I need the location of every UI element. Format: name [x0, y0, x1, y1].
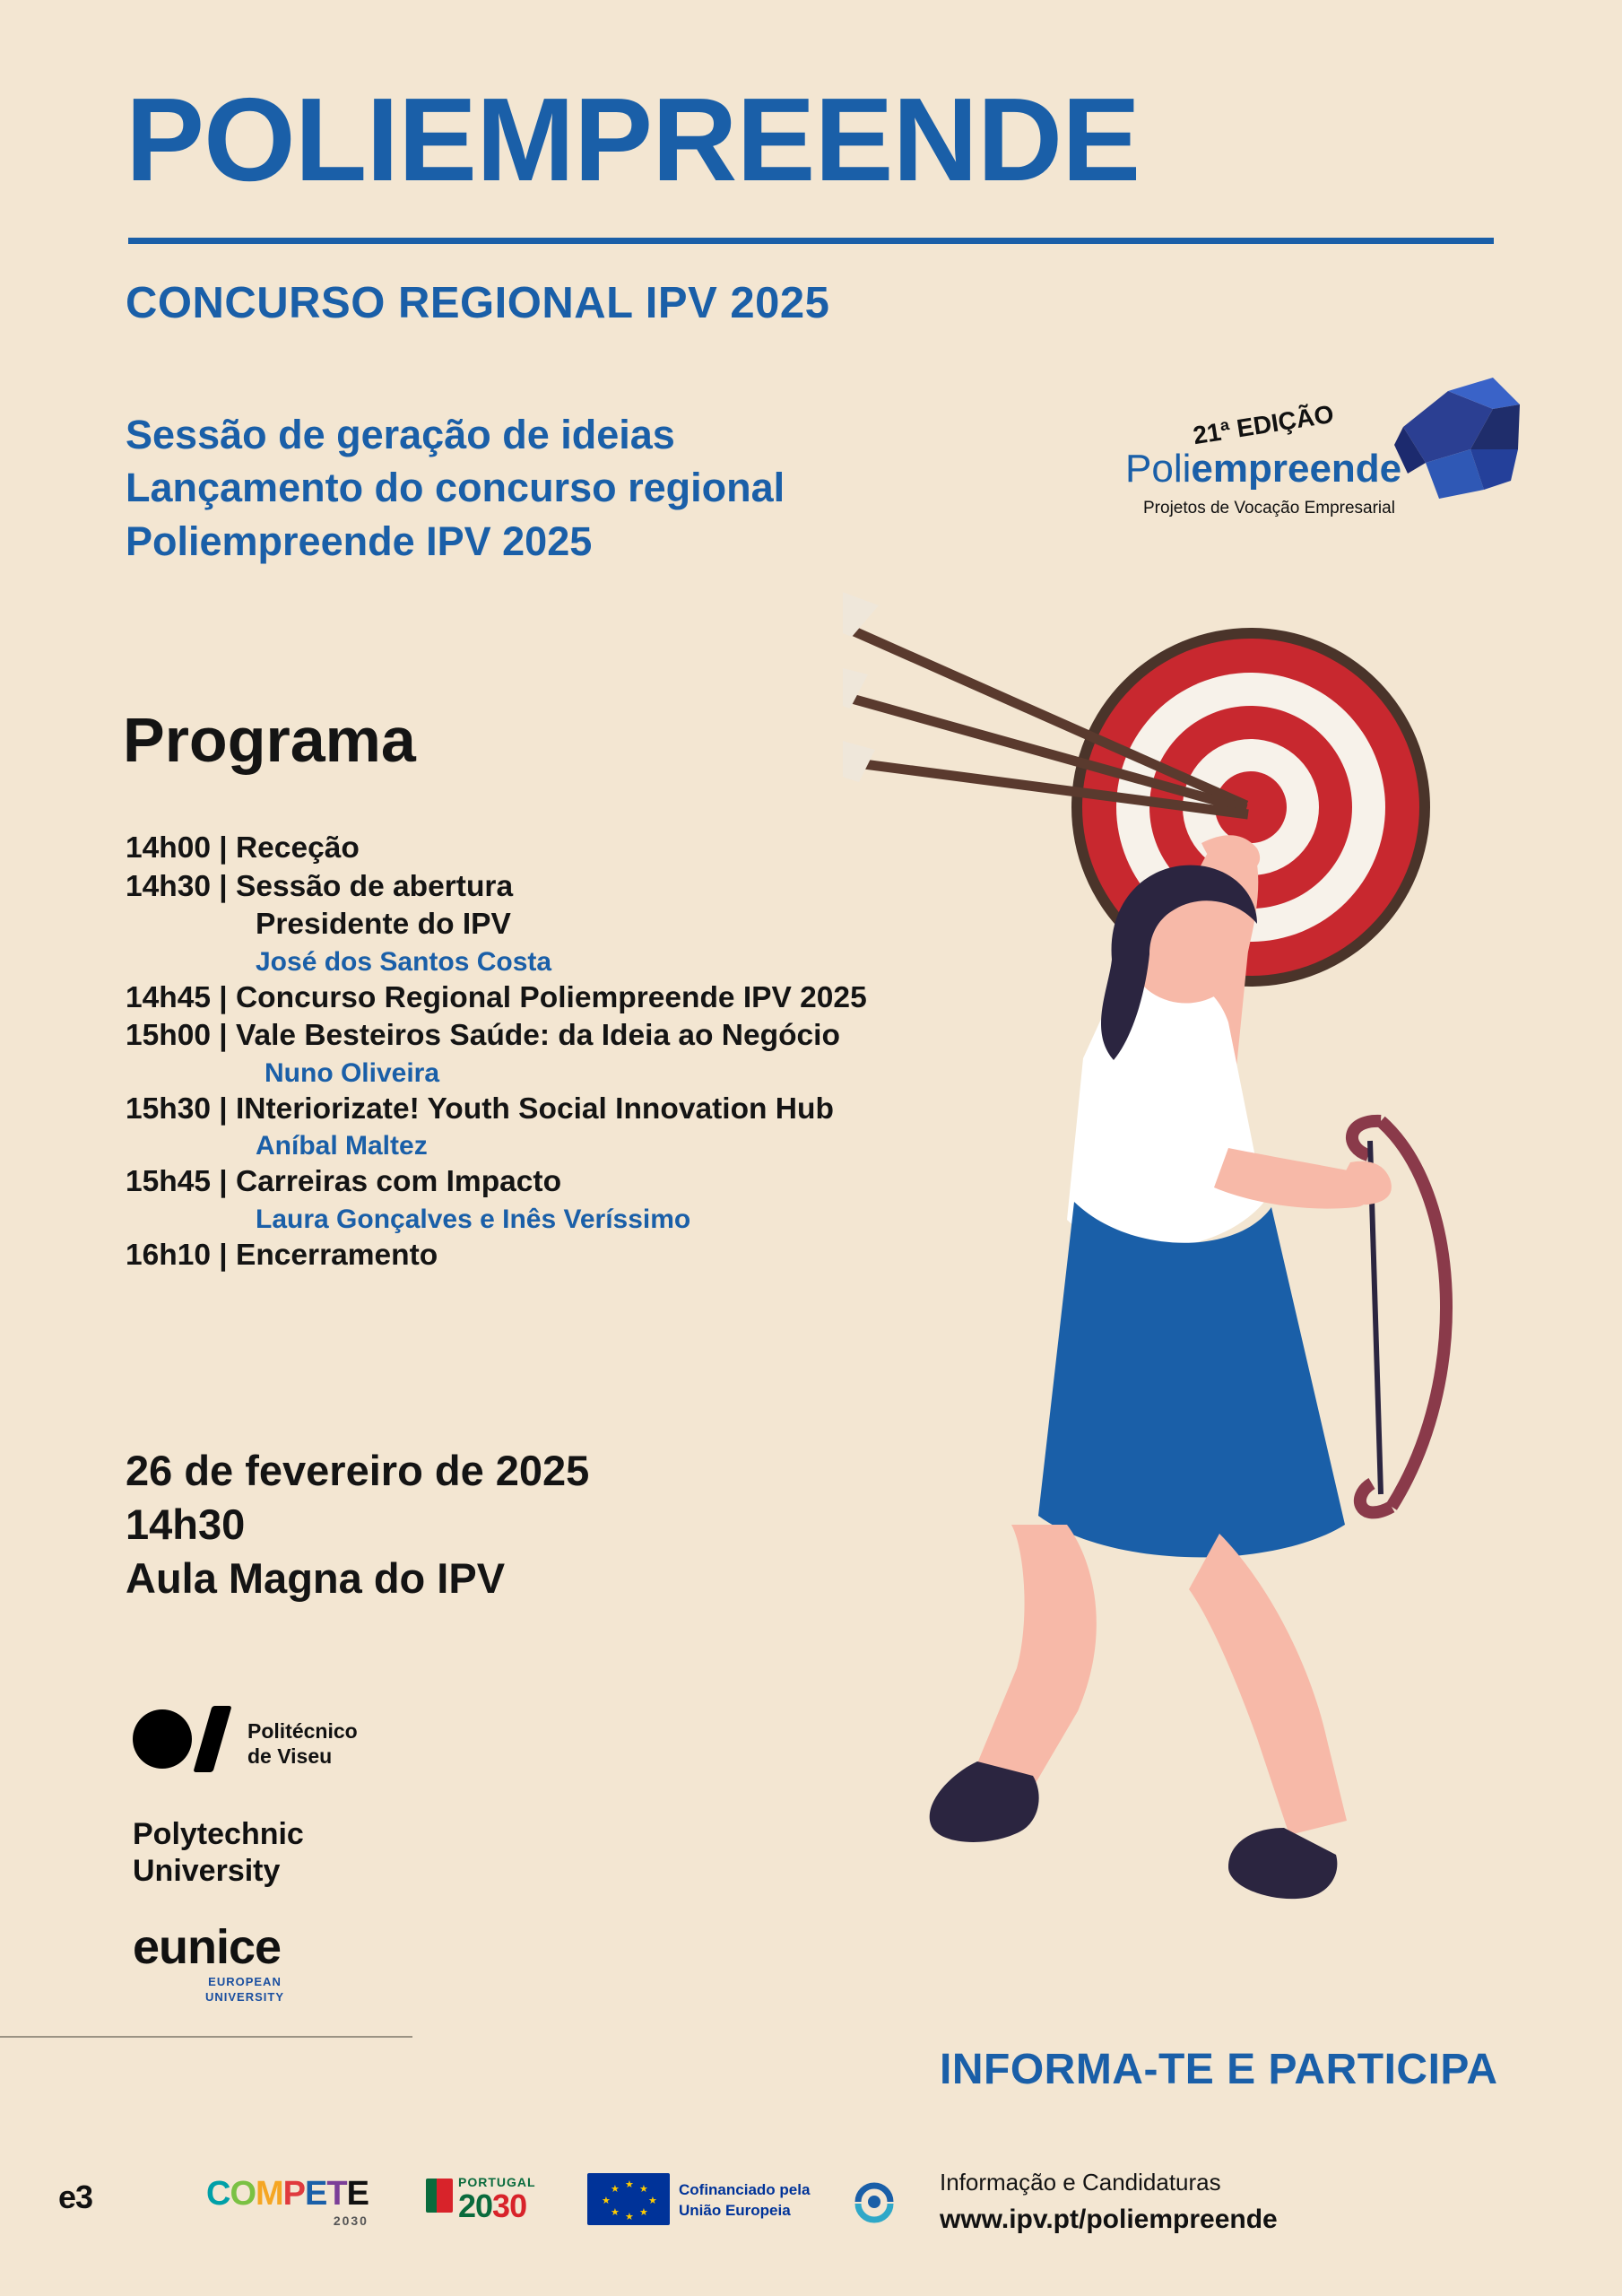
ccdr-logo — [847, 2177, 901, 2231]
program-time: 16h10 | — [126, 1238, 228, 1272]
program-heading: Programa — [123, 705, 416, 775]
cta-url[interactable]: www.ipv.pt/poliempreende — [940, 2205, 1278, 2234]
program-item — [126, 1091, 1049, 1129]
eu-text-line1: Cofinanciado pela — [679, 2181, 811, 2198]
program-item — [126, 1017, 1049, 1056]
program-item — [126, 1163, 1049, 1202]
program-text: Receção — [235, 831, 360, 865]
program-text: Concurso Regional Poliempreende IPV 2025 — [235, 980, 867, 1014]
compete-wordmark: COMPETE — [206, 2175, 369, 2213]
page-title: POLIEMPREENDE — [126, 74, 1141, 205]
cta-info-label: Informação e Candidaturas — [940, 2169, 1221, 2196]
ipv-dot-icon — [133, 1709, 192, 1769]
polytechnic-line2: University — [133, 1853, 281, 1888]
program-text: INteriorizate! Youth Social Innovation Hub — [235, 1091, 834, 1126]
program-speaker: José dos Santos Costa — [256, 946, 552, 977]
badge-tagline: Projetos de Vocação Empresarial — [1143, 499, 1395, 517]
compete-sublabel: 2030 — [333, 2213, 369, 2228]
ipv-logo — [133, 1704, 438, 1776]
eunice-sub2: UNIVERSITY — [204, 1989, 284, 2004]
eu-funding-text — [679, 2180, 810, 2222]
poster-subtitle: CONCURSO REGIONAL IPV 2025 — [126, 279, 830, 327]
poliempreende-badge — [1116, 368, 1493, 547]
eunice-logo — [133, 1919, 357, 2005]
cube-icon — [1385, 373, 1529, 508]
session-line-1: Sessão de geração de ideias — [126, 412, 675, 457]
compete-logo — [206, 2175, 369, 2228]
program-time: 15h30 | — [126, 1091, 228, 1126]
program-time: 15h00 | — [126, 1019, 228, 1053]
cta-headline: INFORMA-TE E PARTICIPA — [940, 2046, 1498, 2093]
event-details — [126, 1444, 589, 1605]
eunice-wordmark: eunice — [133, 1920, 282, 1974]
program-speaker: Laura Gonçalves e Inês Veríssimo — [256, 1204, 691, 1234]
event-date: 26 de fevereiro de 2025 — [126, 1447, 590, 1494]
program-item — [126, 830, 1049, 868]
eu-flag-icon: ★ ★ ★ ★ ★ ★ ★ ★ — [587, 2173, 670, 2225]
event-time: 14h30 — [126, 1500, 246, 1549]
program-text: Sessão de abertura — [235, 869, 514, 903]
program-speaker: Aníbal Maltez — [256, 1131, 428, 1161]
program-subtext: Presidente do IPV — [256, 908, 511, 942]
portugal-flag-icon — [426, 2179, 453, 2213]
program-item — [126, 1237, 1049, 1275]
program-text: Vale Besteiros Saúde: da Ideia ao Negócio — [235, 1019, 840, 1053]
e3-logo: e3 — [58, 2179, 93, 2215]
program-speaker: Nuno Oliveira — [265, 1057, 440, 1088]
program-time: 15h45 | — [126, 1165, 228, 1199]
funders-bar — [49, 2166, 937, 2247]
ipv-slash-icon — [193, 1706, 231, 1772]
archer-illustration — [843, 574, 1614, 2081]
eu-funding-logo — [587, 2171, 874, 2234]
ccdr-icon — [847, 2177, 901, 2227]
session-line-3: Poliempreende IPV 2025 — [126, 517, 593, 564]
ipv-logo-text — [247, 1718, 358, 1769]
eu-text-line2: União Europeia — [679, 2201, 791, 2219]
program-time: 14h30 | — [126, 869, 228, 903]
session-line-2: Lançamento do concurso regional — [126, 465, 785, 511]
portugal-label: PORTUGAL — [458, 2175, 536, 2189]
badge-name — [1125, 447, 1401, 491]
program-text: Carreiras com Impacto — [235, 1165, 562, 1199]
polytechnic-university-label — [133, 1816, 304, 1890]
ipv-logo-line2: de Viseu — [247, 1744, 333, 1769]
portugal-2030-logo — [426, 2173, 587, 2227]
title-divider — [128, 238, 1494, 244]
program-list — [126, 830, 1049, 1274]
program-time: 14h45 | — [126, 980, 228, 1014]
program-item — [126, 868, 1049, 907]
eunice-sub1: EUROPEAN — [208, 1975, 282, 1988]
ipv-logo-line1: Politécnico — [247, 1719, 358, 1743]
footer-divider — [0, 2036, 412, 2038]
polytechnic-line1: Polytechnic — [133, 1817, 304, 1851]
portugal-number: 2030 — [458, 2187, 527, 2224]
program-time: 14h00 | — [126, 831, 228, 865]
badge-name-bold: empreende — [1191, 447, 1402, 491]
session-description — [126, 408, 1076, 568]
program-text: Encerramento — [235, 1238, 438, 1272]
badge-name-thin: Poli — [1125, 447, 1192, 491]
event-place: Aula Magna do IPV — [126, 1554, 506, 1603]
program-item — [126, 979, 1049, 1018]
badge-edition: 21ª EDIÇÃO — [1191, 399, 1336, 450]
